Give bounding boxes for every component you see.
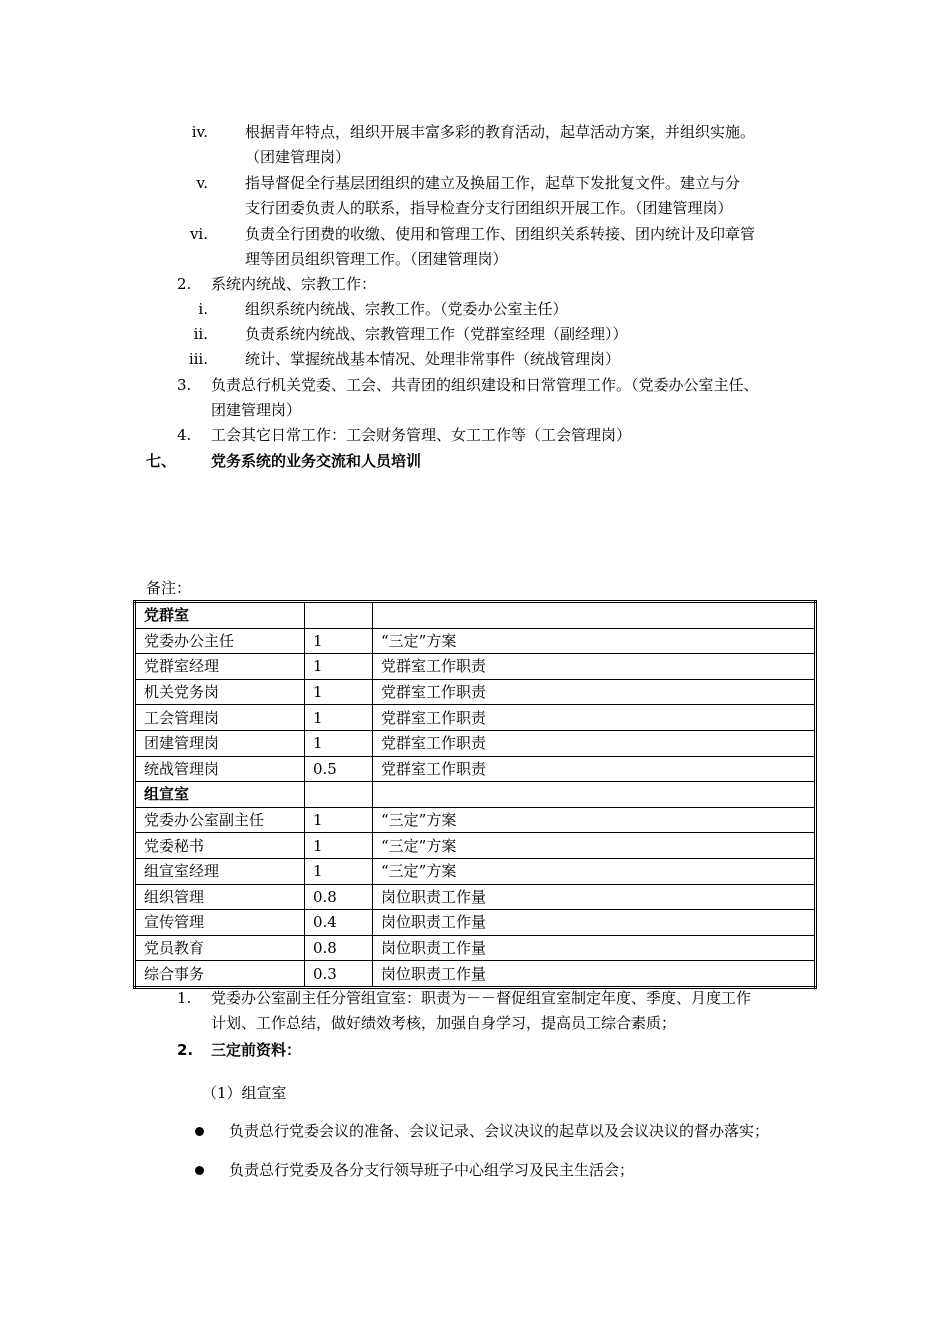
basis-cell xyxy=(373,782,816,808)
basis-cell: “三定”方案 xyxy=(373,833,816,859)
table-group-row xyxy=(135,782,816,808)
headcount-cell: 1 xyxy=(305,679,373,705)
list-marker: i. xyxy=(198,300,208,318)
list-marker: 3. xyxy=(177,376,192,394)
section-number: 七、 xyxy=(146,452,177,470)
basis-cell: 岗位职责工作量 xyxy=(373,961,816,988)
list-marker: ii. xyxy=(193,325,208,343)
list-marker: 4. xyxy=(177,426,192,444)
basis-cell: 党群室工作职责 xyxy=(373,654,816,680)
list-item-text: 负责系统内统战、宗教管理工作（党群室经理（副经理）） xyxy=(245,325,628,343)
position-cell: 宣传管理 xyxy=(135,910,305,936)
headcount-cell: 0.3 xyxy=(305,961,373,988)
headcount-cell: 1 xyxy=(305,730,373,756)
list-item-text: 团建管理岗） xyxy=(211,401,302,419)
position-cell: 团建管理岗 xyxy=(135,730,305,756)
list-item-text: 指导督促全行基层团组织的建立及换届工作，起草下发批复文件。建立与分 xyxy=(245,174,741,192)
bullet-icon xyxy=(195,1166,204,1175)
list-item-text: 负责全行团费的收缴、使用和管理工作、团组织关系转接、团内统计及印章管 xyxy=(245,225,756,243)
headcount-cell: 1 xyxy=(305,807,373,833)
position-cell: 党群室 xyxy=(135,602,305,629)
headcount-cell: 0.4 xyxy=(305,910,373,936)
list-item-text: 支行团委负责人的联系，指导检查分支行团组织开展工作。（团建管理岗） xyxy=(245,199,733,217)
headcount-cell: 0.5 xyxy=(305,756,373,782)
table-row xyxy=(135,935,816,961)
list-marker: 2. xyxy=(177,1041,194,1059)
table-row xyxy=(135,654,816,680)
headcount-cell xyxy=(305,782,373,808)
position-cell: 党委办公主任 xyxy=(135,628,305,654)
list-item-text: 工会其它日常工作：工会财务管理、女工工作等（工会管理岗） xyxy=(211,426,632,444)
list-marker: v. xyxy=(196,174,208,192)
headcount-cell: 1 xyxy=(305,858,373,884)
list-marker: iv. xyxy=(191,123,208,141)
list-marker: 1. xyxy=(177,989,192,1007)
basis-cell: 党群室工作职责 xyxy=(373,756,816,782)
list-item-text: 统计、掌握统战基本情况、处理非常事件（统战管理岗） xyxy=(245,350,621,368)
basis-cell: 党群室工作职责 xyxy=(373,705,816,731)
bullet-text: 负责总行党委会议的准备、会议记录、会议决议的起草以及会议决议的督办落实； xyxy=(229,1122,770,1140)
basis-cell: 党群室工作职责 xyxy=(373,679,816,705)
headcount-cell xyxy=(305,602,373,629)
list-marker: iii. xyxy=(188,350,208,368)
headcount-cell: 1 xyxy=(305,654,373,680)
basis-cell: “三定”方案 xyxy=(373,628,816,654)
basis-cell: 岗位职责工作量 xyxy=(373,884,816,910)
headcount-cell: 1 xyxy=(305,705,373,731)
basis-cell: 岗位职责工作量 xyxy=(373,935,816,961)
list-item-text: 三定前资料： xyxy=(211,1041,302,1059)
list-marker: 2. xyxy=(177,275,192,293)
position-cell: 组宣室经理 xyxy=(135,858,305,884)
basis-cell: “三定”方案 xyxy=(373,807,816,833)
position-cell: 党委秘书 xyxy=(135,833,305,859)
list-item-text: 负责总行机关党委、工会、共青团的组织建设和日常管理工作。（党委办公室主任、 xyxy=(211,376,759,394)
position-cell: 组织管理 xyxy=(135,884,305,910)
table-row xyxy=(135,628,816,654)
list-item-text: 组织系统内统战、宗教工作。（党委办公室主任） xyxy=(245,300,568,318)
table-row xyxy=(135,807,816,833)
list-item-text: （团建管理岗） xyxy=(245,148,351,166)
position-cell: 统战管理岗 xyxy=(135,756,305,782)
note-label: 备注： xyxy=(146,579,192,597)
list-item-text: 根据青年特点，组织开展丰富多彩的教育活动，起草活动方案，并组织实施。 xyxy=(245,123,756,141)
list-item-text: 计划、工作总结，做好绩效考核，加强自身学习，提高员工综合素质； xyxy=(211,1014,677,1032)
position-cell: 党委办公室副主任 xyxy=(135,807,305,833)
list-item-text: 系统内统战、宗教工作： xyxy=(211,275,377,293)
headcount-cell: 1 xyxy=(305,833,373,859)
position-cell: 机关党务岗 xyxy=(135,679,305,705)
table-row xyxy=(135,705,816,731)
position-cell: 综合事务 xyxy=(135,961,305,988)
headcount-cell: 0.8 xyxy=(305,884,373,910)
basis-cell xyxy=(373,602,816,629)
subsection-title: （1）组宣室 xyxy=(202,1084,287,1102)
table-row xyxy=(135,730,816,756)
bullet-text: 负责总行党委及各分支行领导班子中心组学习及民主生活会； xyxy=(229,1161,635,1179)
position-cell: 组宣室 xyxy=(135,782,305,808)
table-group-row xyxy=(135,602,816,629)
basis-cell: 党群室工作职责 xyxy=(373,730,816,756)
bullet-icon xyxy=(195,1127,204,1136)
list-marker: vi. xyxy=(189,225,208,243)
section-title: 党务系统的业务交流和人员培训 xyxy=(211,452,422,470)
headcount-cell: 1 xyxy=(305,628,373,654)
table-row xyxy=(135,679,816,705)
table-row xyxy=(135,756,816,782)
table-row xyxy=(135,884,816,910)
table-row xyxy=(135,961,816,988)
position-cell: 党员教育 xyxy=(135,935,305,961)
table-row xyxy=(135,858,816,884)
table-row xyxy=(135,910,816,936)
basis-cell: 岗位职责工作量 xyxy=(373,910,816,936)
position-cell: 党群室经理 xyxy=(135,654,305,680)
basis-cell: “三定”方案 xyxy=(373,858,816,884)
position-cell: 工会管理岗 xyxy=(135,705,305,731)
staffing-table xyxy=(133,600,817,989)
table-row xyxy=(135,833,816,859)
list-item-text: 理等团员组织管理工作。（团建管理岗） xyxy=(245,250,508,268)
list-item-text: 党委办公室副主任分管组宣室：职责为－－督促组宣室制定年度、季度、月度工作 xyxy=(211,989,752,1007)
headcount-cell: 0.8 xyxy=(305,935,373,961)
